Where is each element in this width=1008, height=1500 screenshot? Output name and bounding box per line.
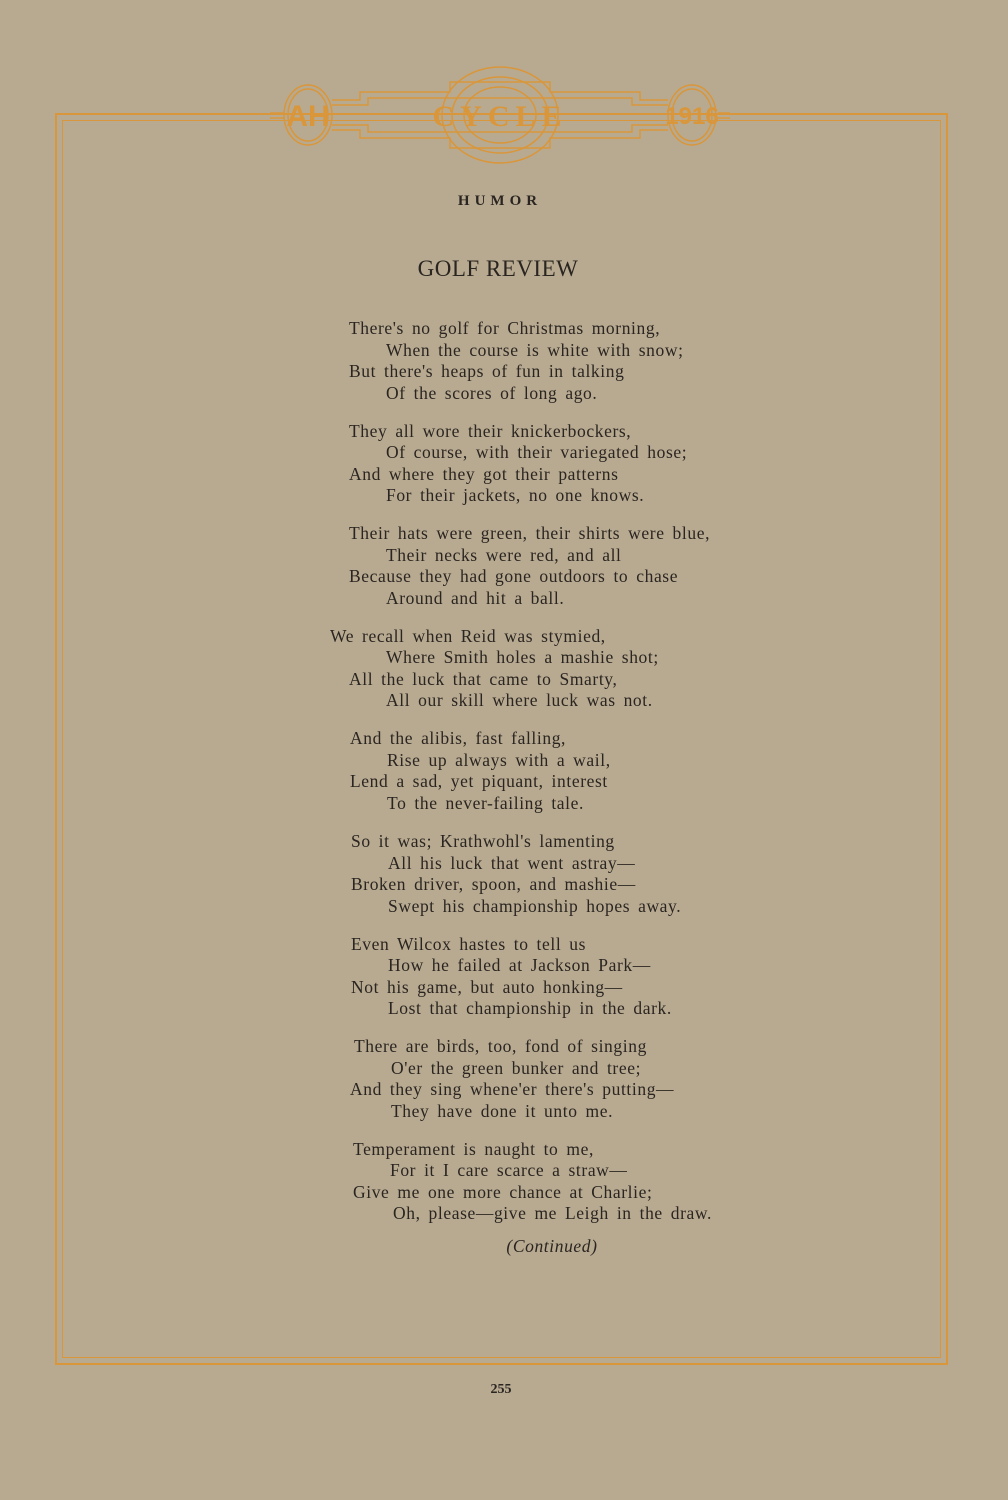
page-number: 255	[490, 1382, 512, 1397]
poem-line: Lend a sad, yet piquant, interest	[350, 771, 608, 792]
poem-line: When the course is white with snow;	[386, 339, 684, 360]
logo-ah: AH	[286, 100, 330, 133]
poem-line: How he failed at Jackson Park—	[388, 955, 651, 976]
poem-line: But there's heaps of fun in talking	[349, 361, 625, 381]
section-heading: HUMOR	[457, 193, 543, 209]
poem-line: Of the scores of long ago.	[386, 382, 598, 403]
poem-line: All the luck that came to Smarty,	[349, 668, 618, 689]
poem-line: To the never-failing tale.	[387, 792, 584, 813]
poem-line: Where Smith holes a mashie shot;	[386, 647, 659, 668]
poem-line: Of course, with their variegated hose;	[386, 442, 688, 463]
poem-line: All his luck that went astray—	[388, 852, 636, 873]
poem-line: So it was; Krathwohl's lamenting	[351, 831, 615, 851]
poem-line: Not his game, but auto honking—	[351, 976, 623, 997]
stanza	[350, 728, 611, 814]
poem-line: And where they got their patterns	[349, 463, 619, 484]
logo-year: 1916	[665, 103, 719, 130]
poem-line: We recall when Reid was stymied,	[330, 625, 606, 646]
stanza	[351, 831, 681, 917]
poem-line: And the alibis, fast falling,	[350, 728, 567, 749]
cycle-1916-logo	[270, 60, 730, 170]
poem-line: Rise up always with a wail,	[387, 749, 611, 770]
poem-line: Lost that championship in the dark.	[388, 998, 672, 1019]
poem-line: All our skill where luck was not.	[386, 690, 653, 711]
poem-line: For their jackets, no one knows.	[386, 485, 645, 506]
poem-line: They have done it unto me.	[391, 1100, 614, 1121]
stanza	[353, 1139, 712, 1225]
stanza	[351, 934, 672, 1020]
stanza	[349, 421, 687, 507]
poem-line: For it I care scarce a straw—	[390, 1160, 628, 1181]
poem-line: O'er the green bunker and tree;	[391, 1057, 642, 1078]
stanza	[350, 1036, 675, 1122]
stanza	[349, 318, 684, 404]
poem-line: Their hats were green, their shirts were blue,	[349, 523, 711, 544]
poem-line: Around and hit a ball.	[386, 587, 565, 608]
poem-line: They all wore their knickerbockers,	[349, 420, 632, 441]
logo-cycle: CYCLE	[432, 100, 568, 133]
continued-note: (Continued)	[506, 1236, 598, 1256]
poem-line: Even Wilcox hastes to tell us	[351, 933, 587, 954]
poem-line: Give me one more chance at Charlie;	[353, 1181, 653, 1202]
poem-line: Because they had gone outdoors to chase	[349, 566, 679, 587]
poem-line: There's no golf for Christmas morning,	[349, 318, 661, 338]
poem-title: GOLF REVIEW	[417, 256, 579, 281]
stanza	[330, 625, 659, 712]
poem-line: Swept his championship hopes away.	[388, 895, 682, 916]
poem-line: Oh, please—give me Leigh in the draw.	[393, 1203, 712, 1224]
poem-line: There are birds, too, fond of singing	[354, 1036, 647, 1057]
poem-line: Temperament is naught to me,	[353, 1138, 594, 1159]
stanza	[349, 523, 710, 609]
poem-line: Broken driver, spoon, and mashie—	[351, 874, 636, 894]
poem-line: Their necks were red, and all	[386, 544, 622, 565]
poem-line: And they sing whene'er there's putting—	[350, 1079, 675, 1100]
